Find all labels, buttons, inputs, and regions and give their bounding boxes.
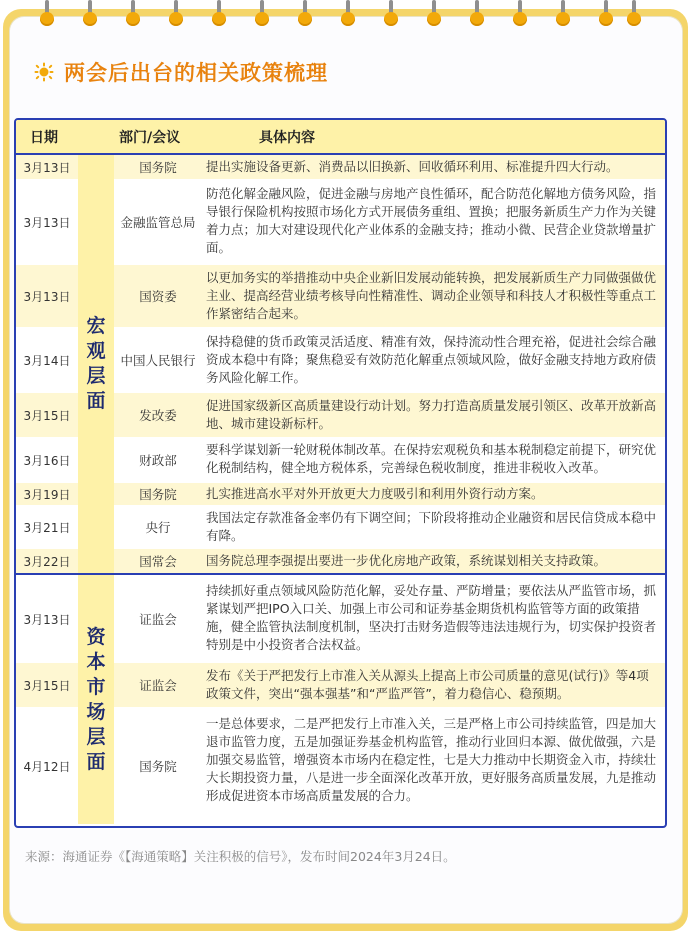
binder-ring-icon [341, 0, 355, 30]
row-content: 一是总体要求，二是严把发行上市准入关，三是严格上市公司持续监管，四是加大退市监管力度，五是加强证券基金机构监管，推动行业回归本源、做优做强，六是加强交易监管，增强资本市场内在稳定性，七是大力推动中长期资金入市，持续壮大长期投资力量，八是进一步全面深化改革开放，更好服务高质量发展，九是推动形成促进资本市场高质量发展的合力。 [206, 716, 657, 803]
row-content: 发布《关于严把发行上市准入关从源头上提高上市公司质量的意见(试行)》等4项政策文件，突出“强本强基”和“严监严管”，着力稳信心、稳预期。 [206, 668, 649, 701]
binder-ring-icon [255, 0, 269, 30]
row-dept: 发改委 [139, 408, 177, 423]
group-capital-market [78, 575, 114, 824]
row-date: 3月16日 [23, 454, 71, 468]
row-content: 防范化解金融风险，促进金融与房地产良性循环，配合防范化解地方债务风险，指导银行保险机构按照市场化方式开展债务重组、置换；把服务新质生产力作为关键着力点；加大对建设现代化产业体系的金融支持；推动小微、民营企业贷款增量扩面。 [206, 186, 657, 255]
group-label: 宏观层面 [86, 315, 106, 412]
row-dept: 财政部 [139, 453, 177, 468]
sun-icon [34, 62, 54, 82]
row-date: 3月21日 [23, 521, 71, 535]
row-content: 国务院总理李强提出要进一步优化房地产政策，系统谋划相关支持政策。 [206, 553, 607, 568]
row-date: 3月19日 [23, 488, 71, 502]
binder-ring-icon [599, 0, 613, 30]
binder-rings [0, 0, 700, 30]
binder-ring-icon [556, 0, 570, 30]
group-macro [78, 155, 114, 573]
binder-ring-icon [513, 0, 527, 30]
row-date: 3月13日 [23, 216, 71, 230]
row-dept: 证监会 [139, 612, 177, 627]
table-header [16, 120, 665, 155]
binder-ring-icon [126, 0, 140, 30]
row-date: 3月22日 [23, 555, 71, 569]
row-content: 要科学谋划新一轮财税体制改革。在保持宏观税负和基本税制稳定前提下，研究优化税制结构，健全地方税体系，完善绿色税收制度，推进非税收入改革。 [206, 442, 657, 475]
row-dept: 中国人民银行 [120, 353, 196, 368]
binder-ring-icon [83, 0, 97, 30]
row-date: 3月13日 [23, 161, 71, 175]
binder-ring-icon [470, 0, 484, 30]
row-content: 以更加务实的举措推动中央企业新旧发展动能转换，把发展新质生产力同做强做优主业、提高经营业绩考核导向性精准性、调动企业领导和科技人才积极性等重点工作紧密结合起来。 [206, 270, 657, 321]
binder-ring-icon [427, 0, 441, 30]
header-content: 具体内容 [259, 130, 315, 146]
row-content: 保持稳健的货币政策灵活适度、精准有效，保持流动性合理充裕，促进社会综合融资成本稳中有降；聚焦稳妥有效防范化解重点领域风险，做好金融支持地方政府债务风险化解工作。 [206, 334, 657, 385]
policy-table [14, 118, 667, 828]
row-dept: 国务院 [139, 759, 177, 774]
binder-ring-icon [627, 0, 641, 30]
row-date: 3月15日 [23, 679, 71, 693]
binder-ring-icon [169, 0, 183, 30]
group-label: 资本市场层面 [86, 625, 106, 773]
row-date: 3月15日 [23, 409, 71, 423]
binder-ring-icon [40, 0, 54, 30]
binder-ring-icon [298, 0, 312, 30]
binder-ring-icon [384, 0, 398, 30]
header-date: 日期 [30, 130, 58, 146]
row-dept: 金融监管总局 [120, 215, 196, 230]
row-dept: 央行 [145, 520, 171, 535]
header-dept: 部门/会议 [119, 130, 181, 146]
row-date: 3月14日 [23, 354, 71, 368]
row-content: 持续抓好重点领域风险防范化解，妥处存量、严防增量；要依法从严监管市场，抓紧谋划严把IPO入口关、加强上市公司和证券基金期货机构监管等方面的政策措施，健全监管执法制度机制，坚决打击财务造假等违法违规行为，切实保护投资者特别是中小投资者合法权益。 [206, 583, 657, 652]
row-dept: 国务院 [139, 160, 177, 175]
row-dept: 国务院 [139, 487, 177, 502]
title-text: 两会后出台的相关政策梳理 [64, 61, 328, 85]
source-note: 来源：海通证券《【海通策略】关注积极的信号》，发布时间2024年3月24日。 [25, 849, 456, 864]
row-dept: 国常会 [139, 554, 177, 569]
row-date: 3月13日 [23, 613, 71, 627]
row-date: 4月12日 [23, 760, 71, 774]
row-content: 提出实施设备更新、消费品以旧换新、回收循环利用、标准提升四大行动。 [206, 159, 619, 174]
row-date: 3月13日 [23, 290, 71, 304]
row-content: 我国法定存款准备金率仍有下调空间；下阶段将推动企业融资和居民信贷成本稳中有降。 [206, 510, 657, 543]
row-dept: 证监会 [139, 678, 177, 693]
binder-ring-icon [212, 0, 226, 30]
row-content: 扎实推进高水平对外开放更大力度吸引和利用外资行动方案。 [206, 486, 544, 501]
page-title [34, 57, 328, 87]
row-content: 促进国家级新区高质量建设行动计划。努力打造高质量发展引领区、改革开放新高地、城市建设新标杆。 [206, 398, 657, 431]
row-dept: 国资委 [139, 289, 177, 304]
